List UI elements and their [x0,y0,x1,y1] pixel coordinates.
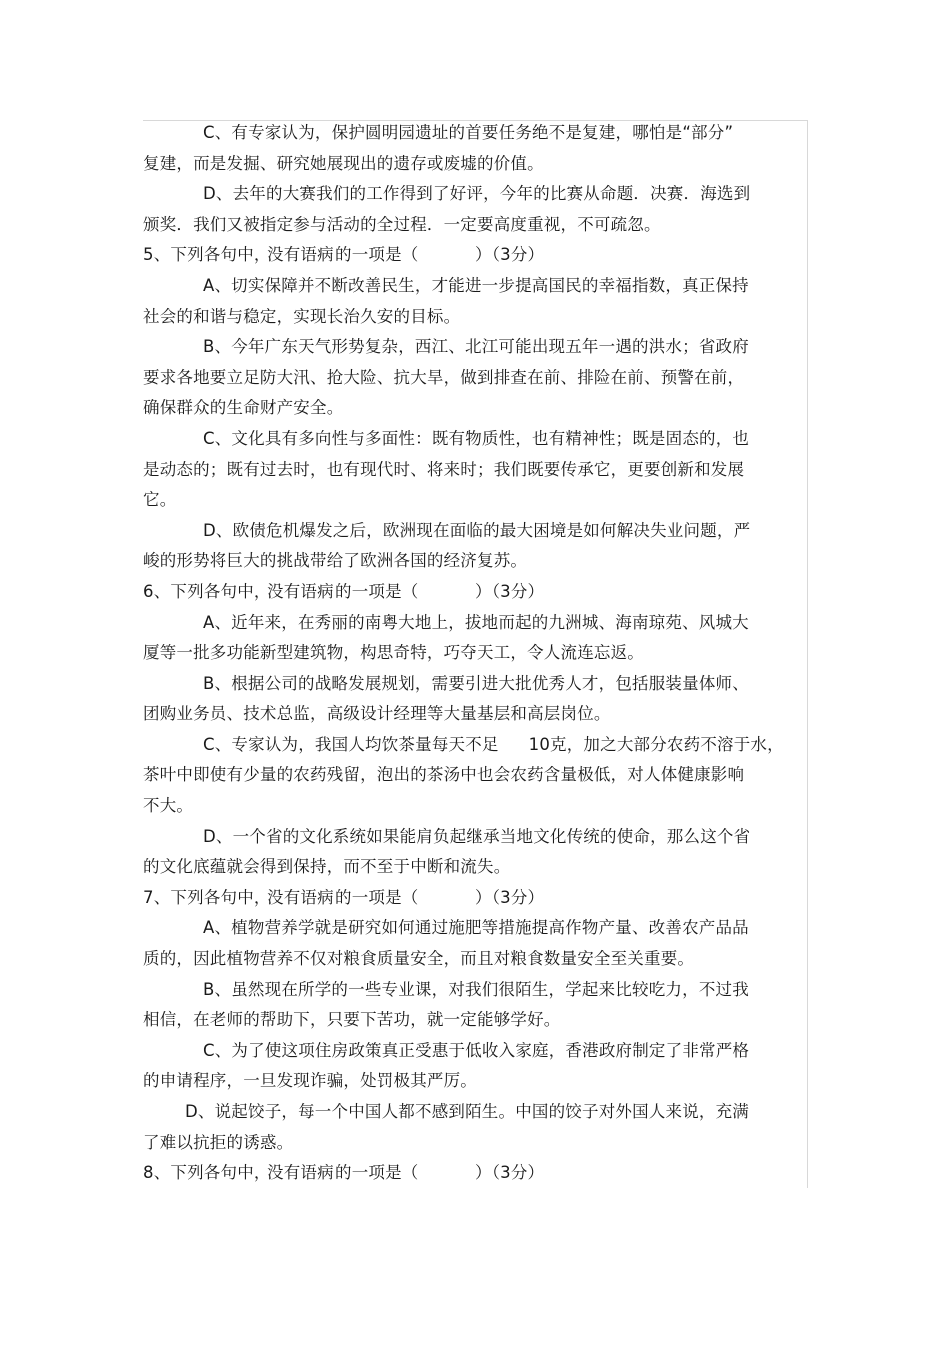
continuation-line: 的申请程序，一旦发现诈骗，处罚极其严厉。 [143,1071,477,1091]
option-line: D、说起饺子，每一个中国人都不感到陌生。中国的饺子对外国人来说，充满 [185,1102,750,1121]
option-line: C、文化具有多向性与多面性：既有物质性，也有精神性；既是固态的，也 [203,428,750,448]
question-keyword: 没有语病 [267,245,334,265]
option-line: D、一个省的文化系统如果能肩负起继承当地文化传统的使命，那么这个省 [203,826,751,846]
question-tail: 的一项是（ [335,887,419,907]
question-number: 6、下列各句中， [143,581,271,601]
question-number: 5、下列各句中， [143,245,271,265]
continuation-line: 要求各地要立足防大汛、抢大险、抗大旱，做到排查在前、排险在前、预警在前， [143,367,745,387]
question-keyword: 没有语病 [267,581,334,601]
continuation-line: 团购业务员、技术总监，高级设计经理等大量基层和高层岗位。 [143,704,611,724]
question-score: ）（3分） [475,887,545,907]
continuation-line: 复建，而是发掘、研究她展现出的遗存或废墟的价值。 [143,153,544,173]
question-stem [143,240,793,271]
continuation-line: 厦等一批多功能新型建筑物，构思奇特，巧夺天工，令人流连忘返。 [143,643,644,663]
question-score: ）（3分） [475,1163,545,1183]
question-stem [143,577,793,608]
option-text-right: 10克，加之大部分农药不溶于水， [528,734,784,754]
question-keyword: 没有语病 [267,887,334,907]
continuation-line: 不大。 [143,796,194,816]
option-line: B、根据公司的战略发展规划，需要引进大批优秀人才，包括服装量体师、 [203,673,749,693]
option-text-left: C、专家认为，我国人均饮茶量每天不足 [203,734,499,754]
continuation-line: 的文化底蕴就会得到保持，而不至于中断和流失。 [143,857,511,877]
question-stem [143,1158,793,1189]
option-line: A、植物营养学就是研究如何通过施肥等措施提高作物产量、改善农产品品 [203,918,749,938]
option-line: B、虽然现在所学的一些专业课，对我们很陌生，学起来比较吃力，不过我 [203,979,749,999]
option-line: C、为了使这项住房政策真正受惠于低收入家庭，香港政府制定了非常严格 [203,1040,750,1060]
continuation-line: 它。 [143,490,177,510]
continuation-line: 颁奖．我们又被指定参与活动的全过程．一定要高度重视，不可疏忽。 [143,214,661,234]
question-number: 8、下列各句中， [143,1163,271,1183]
continuation-line: 相信，在老师的帮助下，只要下苦功，就一定能够学好。 [143,1010,561,1030]
option-line: C、有专家认为，保护圆明园遗址的首要任务绝不是复建，哪怕是“部分” [203,123,734,142]
question-stem [143,883,793,914]
continuation-line: 质的，因此植物营养不仅对粮食质量安全，而且对粮食数量安全至关重要。 [143,949,695,969]
question-score: ）（3分） [475,581,545,601]
question-tail: 的一项是（ [335,1163,419,1183]
question-score: ）（3分） [475,245,545,265]
option-line: D、去年的大赛我们的工作得到了好评，今年的比赛从命题．决赛．海选到 [203,184,751,204]
document-body [143,118,793,1189]
continuation-line: 了难以抗拒的诱惑。 [143,1132,294,1152]
continuation-line: 峻的形势将巨大的挑战带给了欧洲各国的经济复苏。 [143,551,528,571]
continuation-line: 社会的和谐与稳定，实现长治久安的目标。 [143,306,461,326]
continuation-line: 茶叶中即使有少量的农药残留，泡出的茶汤中也会农药含量极低，对人体健康影响 [143,765,745,785]
option-line: A、切实保障并不断改善民生，才能进一步提高国民的幸福指数，真正保持 [203,275,749,295]
question-keyword: 没有语病 [267,1163,334,1183]
continuation-line: 确保群众的生命财产安全。 [143,398,344,418]
question-tail: 的一项是（ [335,245,419,265]
question-tail: 的一项是（ [335,581,419,601]
option-line [143,730,793,761]
option-line: D、欧债危机爆发之后，欧洲现在面临的最大困境是如何解决失业问题，严 [203,520,751,540]
option-line: A、近年来，在秀丽的南粤大地上，拔地而起的九洲城、海南琼苑、风城大 [203,612,749,632]
continuation-line: 是动态的；既有过去时，也有现代时、将来时；我们既要传承它，更要创新和发展 [143,459,745,479]
question-number: 7、下列各句中， [143,887,271,907]
option-line: B、今年广东天气形势复杂，西江、北江可能出现五年一遇的洪水；省政府 [203,337,749,357]
